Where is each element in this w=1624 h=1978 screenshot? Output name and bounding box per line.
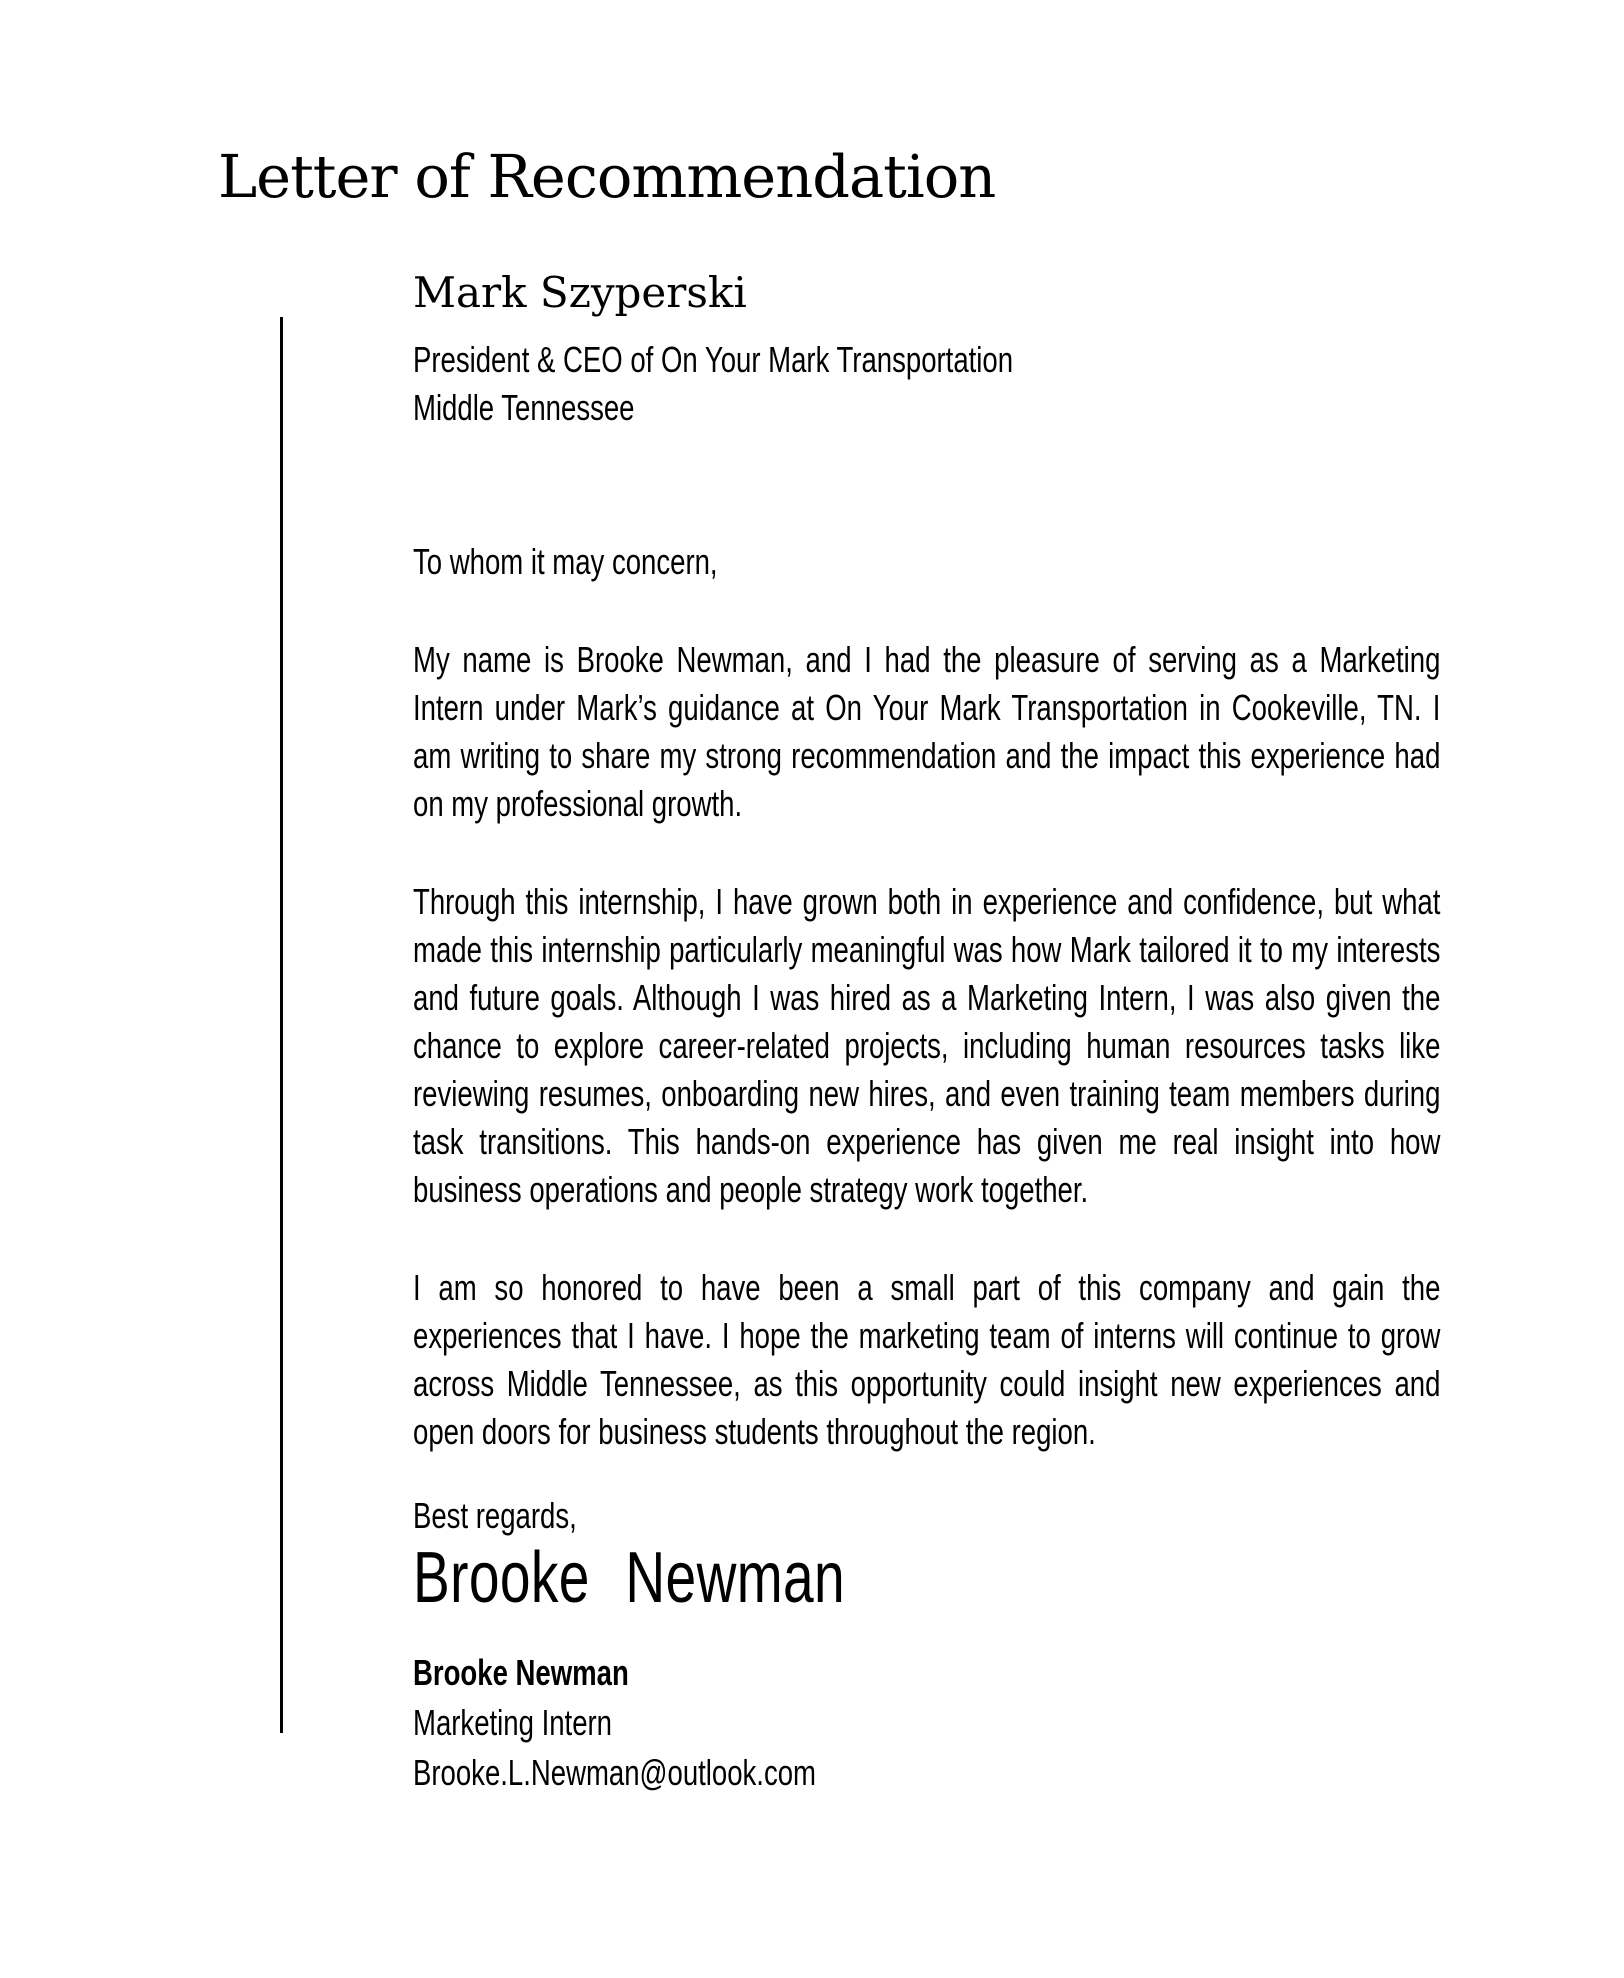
signature: Brooke Newman	[413, 1538, 846, 1618]
recipient-title: President & CEO of On Your Mark Transportation	[413, 339, 1014, 380]
recipient-region: Middle Tennessee	[413, 387, 635, 428]
letter-paragraph: I am so honored to have been a small part of this company and gain the experiences that I have. I hope the marketing team of interns will continue to grow across Middle Tennessee, as this opportunity could insight new experiences and open doors for business students throughout the region.	[413, 1267, 1441, 1452]
vertical-rule	[280, 317, 283, 1733]
salutation: To whom it may concern,	[413, 541, 718, 582]
closing: Best regards,	[413, 1495, 577, 1536]
recipient-name: Mark Szyperski	[413, 268, 747, 317]
sender-name: Brooke Newman	[413, 1652, 629, 1693]
letter-body	[413, 270, 1624, 1798]
letter-paragraph: Through this internship, I have grown both in experience and confidence, but what made this internship particularly meaningful was how Mark tailored it to my interests and future goals. Although I was hired as a Marketing Intern, I was also given the chance to explore career-related projects, including human resources tasks like reviewing resumes, onboarding new hires, and even training team members during task transitions. This hands-on experience has given me real insight into how business operations and people strategy work together.	[413, 881, 1441, 1210]
sender-email: Brooke.L.Newman@outlook.com	[413, 1752, 816, 1793]
sender-title: Marketing Intern	[413, 1702, 612, 1743]
letter-text-column	[413, 336, 1440, 1798]
page-title: Letter of Recommendation	[218, 142, 996, 211]
letter-paragraph: My name is Brooke Newman, and I had the pleasure of serving as a Marketing Intern under Mark’s guidance at On Your Mark Transportation in Cookeville, TN. I am writing to share my strong recommendation and the impact this experience had on my professional growth.	[413, 639, 1441, 824]
